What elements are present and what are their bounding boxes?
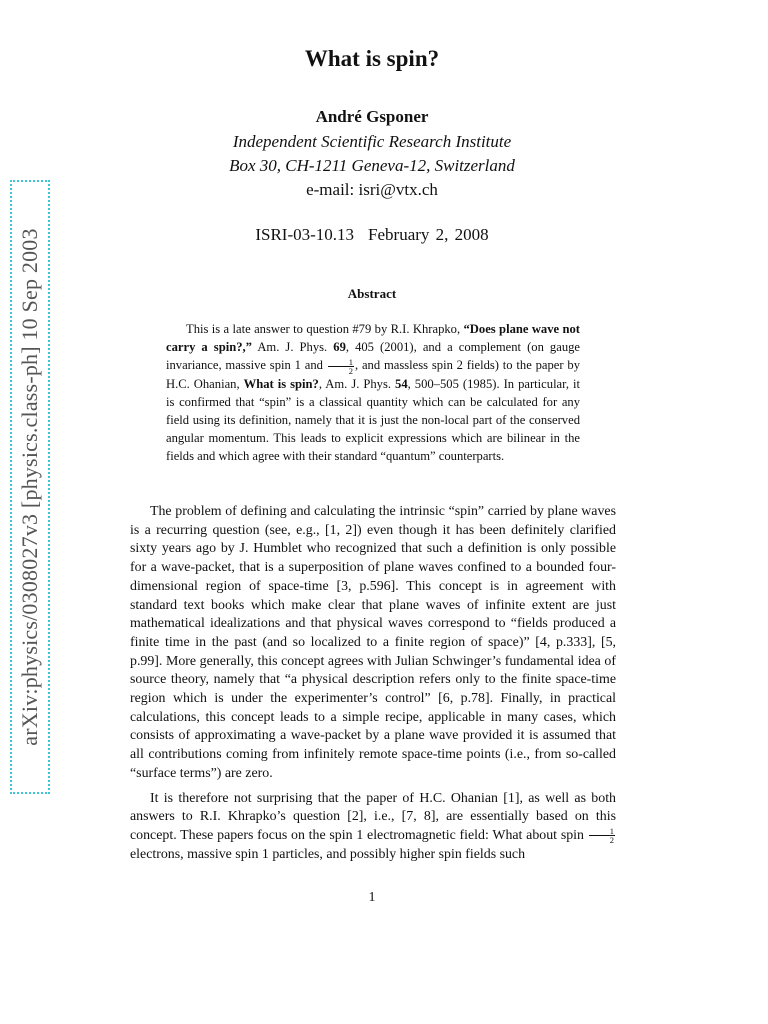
main-body (130, 503, 616, 870)
arxiv-stamp: arXiv:physics/0308027v3 [physics.class-ph] 10 Sep 2003 (17, 228, 42, 746)
report-date: February 2, 2008 (368, 225, 489, 244)
paper-title: What is spin? (304, 46, 440, 71)
abstract-paragraph: This is a late answer to question #79 by R.I. Khrapko, “Does plane wave not carry a spin?,” Am. J. Phys. 69, 405 (2001), and a complement (on gauge invariance, massive spin 1 and $\frac{1}{2}$ , and massless spin 2 fields) to the paper by H.C. Ohanian, What is spin?, Am. J. Phys. 54, 500–505 (1985). In particular, it is confirmed that “spin” is a classical quantity which can be calculated for any field using its definition, namely that it is just the non-local part of the conserved angular momentum. This leads to explicit expressions which are bilinear in the fields and which agree with their standard “quantum” counterparts. (166, 322, 581, 464)
one-half-fraction: $\frac{1}{2}$ (328, 358, 354, 375)
author-email: e-mail: isri@vtx.ch (306, 180, 438, 199)
report-number: ISRI-03-10.13 (255, 225, 355, 244)
affiliation-institute: Independent Scientific Research Institute (232, 132, 512, 151)
ohanian-paper-title: What is spin? (243, 376, 319, 391)
body-paragraph-1: The problem of defining and calculating the intrinsic “spin” carried by plane waves is a recurring question (see, e.g., [1, 2]) even though it has been definitely clarified sixty years ago by J. Humblet who recognized that such a definition is only possible for a wave-packet, that is a superposition of plane waves confined to a bounded four-dimensional region of space-time [3, p.596]. This concept is in agreement with standard text books which make clear that plane waves of infinite extent are just mathematical idealizations and that physical waves correspond to “fields produced a finite time in the past (and so localized to a finite region of space)” [4, p.333], [5, p.99]. More generally, this concept agrees with Julian Schwinger’s fundamental idea of source theory, namely that “a physical description refers only to the finite space-time region which is under the experimenter’s control” [6, p.78]. Finally, in practical calculations, this concept leads to a simple recipe, applicable in many cases, which consists of approximating a wave-packet by a plane wave provided it is assumed that all contributions coming from infinitely remote space-time points (i.e., from so-called “surface terms”) are zero. (130, 504, 616, 781)
affiliation-address: Box 30, CH-1211 Geneva-12, Switzerland (229, 156, 515, 175)
one-half-fraction: $\frac{1}{2}$ (589, 827, 615, 844)
body-paragraph-2: It is therefore not surprising that the paper of H.C. Ohanian [1], as well as both answers to R.I. Khrapko’s question [2], i.e., [7, 8], are essentially based on this concept. These papers focus on the spin 1 electromagnetic field: What about spin $\frac{1}{2}$ electrons, massive spin 1 particles, and possibly higher spin fields such (130, 790, 616, 862)
page-number: 1 (368, 890, 376, 905)
khrapko-question-title: “Does plane wave not carry a spin?,” (166, 322, 580, 355)
abstract-body (166, 320, 580, 465)
abstract-heading: Abstract (347, 286, 397, 301)
author-name: André Gsponer (315, 107, 429, 126)
report-line (0, 225, 744, 245)
